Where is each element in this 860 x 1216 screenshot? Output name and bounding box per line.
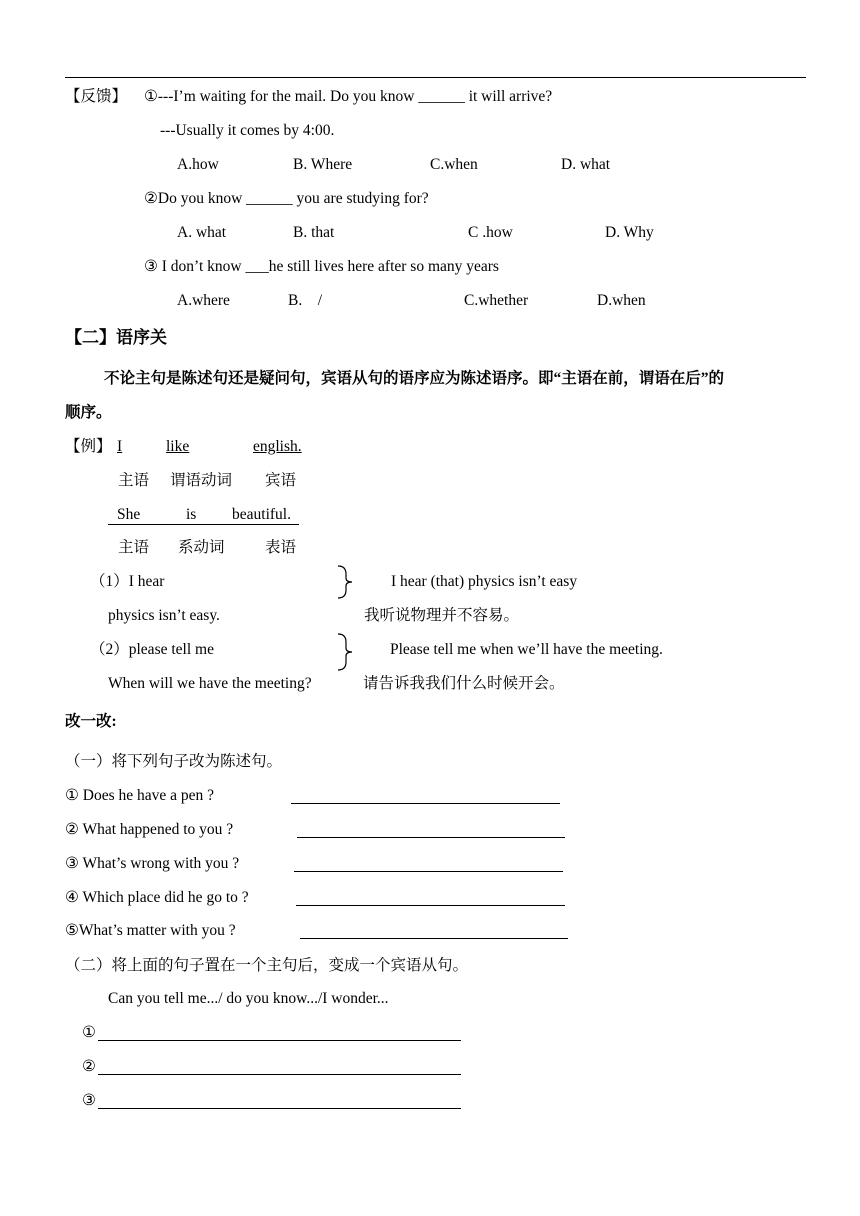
example-2-role-verb: 系动词 <box>178 539 225 556</box>
example-tag: 【例】 <box>65 438 112 455</box>
q3-option-c: C.whether <box>464 292 529 309</box>
answer-blank[interactable] <box>296 888 565 906</box>
example-1-role-subject: 主语 <box>118 472 150 489</box>
part-1-item-2: ② What happened to you ? <box>65 821 234 838</box>
question-2: ②Do you know ______ you are studying for? <box>144 190 429 207</box>
part-1-item-3: ③ What’s wrong with you ? <box>65 855 240 872</box>
section-heading: 【二】语序关 <box>65 328 167 347</box>
example-1-role-object: 宾语 <box>265 472 297 489</box>
part-1-item-4: ④ Which place did he go to ? <box>65 889 249 906</box>
example-2-verb: is <box>186 506 197 523</box>
answer-blank[interactable] <box>291 786 560 804</box>
q2-option-d: D. Why <box>605 224 654 241</box>
answer-blank[interactable] <box>300 921 568 939</box>
example-1-object: english. <box>253 438 302 455</box>
brace-icon <box>334 632 356 672</box>
answer-blank[interactable] <box>98 1091 461 1109</box>
question-3: ③ I don’t know ___he still lives here after so many years <box>144 258 499 275</box>
example-1-role-verb: 谓语动词 <box>170 472 233 489</box>
combo-1-main: （1）I hear <box>90 573 165 590</box>
part-2-item-3: ③ <box>82 1092 96 1109</box>
question-1: ①---I’m waiting for the mail. Do you know ______ it will arrive? <box>144 88 553 105</box>
combo-1-translation: 我听说物理并不容易。 <box>364 607 520 624</box>
combo-1-clause: physics isn’t easy. <box>108 607 220 624</box>
part-2-item-1: ① <box>82 1024 96 1041</box>
q2-option-a: A. what <box>177 224 227 241</box>
q2-option-b: B. that <box>293 224 335 241</box>
example-2-role-complement: 表语 <box>265 539 297 556</box>
rule-text-line-2: 顺序。 <box>65 404 112 421</box>
q1-option-a: A.how <box>177 156 219 173</box>
exercise-title: 改一改: <box>65 713 117 730</box>
answer-blank[interactable] <box>297 820 565 838</box>
feedback-tag: 【反馈】 <box>65 88 128 105</box>
combo-2-clause: When will we have the meeting? <box>108 675 312 692</box>
answer-blank[interactable] <box>98 1023 461 1041</box>
part-1-item-5: ⑤What’s matter with you ? <box>65 922 236 939</box>
header-rule <box>65 77 806 78</box>
q2-option-c: C .how <box>468 224 513 241</box>
q3-option-d: D.when <box>597 292 646 309</box>
question-1-reply: ---Usually it comes by 4:00. <box>160 122 335 139</box>
q1-option-b: B. Where <box>293 156 353 173</box>
q1-option-d: D. what <box>561 156 611 173</box>
part-1-title: （一）将下列句子改为陈述句。 <box>65 753 283 770</box>
q3-option-a: A.where <box>177 292 230 309</box>
part-2-item-2: ② <box>82 1058 96 1075</box>
q3-option-b: B. / <box>288 292 323 309</box>
example-1-subject: I <box>117 438 123 455</box>
rule-text-line-1: 不论主句是陈述句还是疑问句，宾语从句的语序应为陈述语序。即“主语在前，谓语在后”的 <box>104 370 725 387</box>
example-2-role-subject: 主语 <box>118 539 150 556</box>
combo-2-translation: 请告诉我我们什么时候开会。 <box>363 675 565 692</box>
combo-2-result: Please tell me when we’ll have the meeting. <box>390 641 663 658</box>
example-2-subject: She <box>117 506 141 523</box>
combo-1-result: I hear (that) physics isn’t easy <box>391 573 578 590</box>
answer-blank[interactable] <box>98 1057 461 1075</box>
example-1-verb: like <box>166 438 190 455</box>
answer-blank[interactable] <box>294 854 563 872</box>
example-2-complement: beautiful. <box>232 506 291 523</box>
part-1-item-1: ① Does he have a pen ? <box>65 787 215 804</box>
q1-option-c: C.when <box>430 156 478 173</box>
part-2-prompt: Can you tell me.../ do you know.../I wonder... <box>108 990 389 1007</box>
brace-icon <box>334 564 356 600</box>
combo-2-main: （2）please tell me <box>90 641 214 658</box>
part-2-title: （二）将上面的句子置在一个主句后，变成一个宾语从句。 <box>65 957 469 974</box>
